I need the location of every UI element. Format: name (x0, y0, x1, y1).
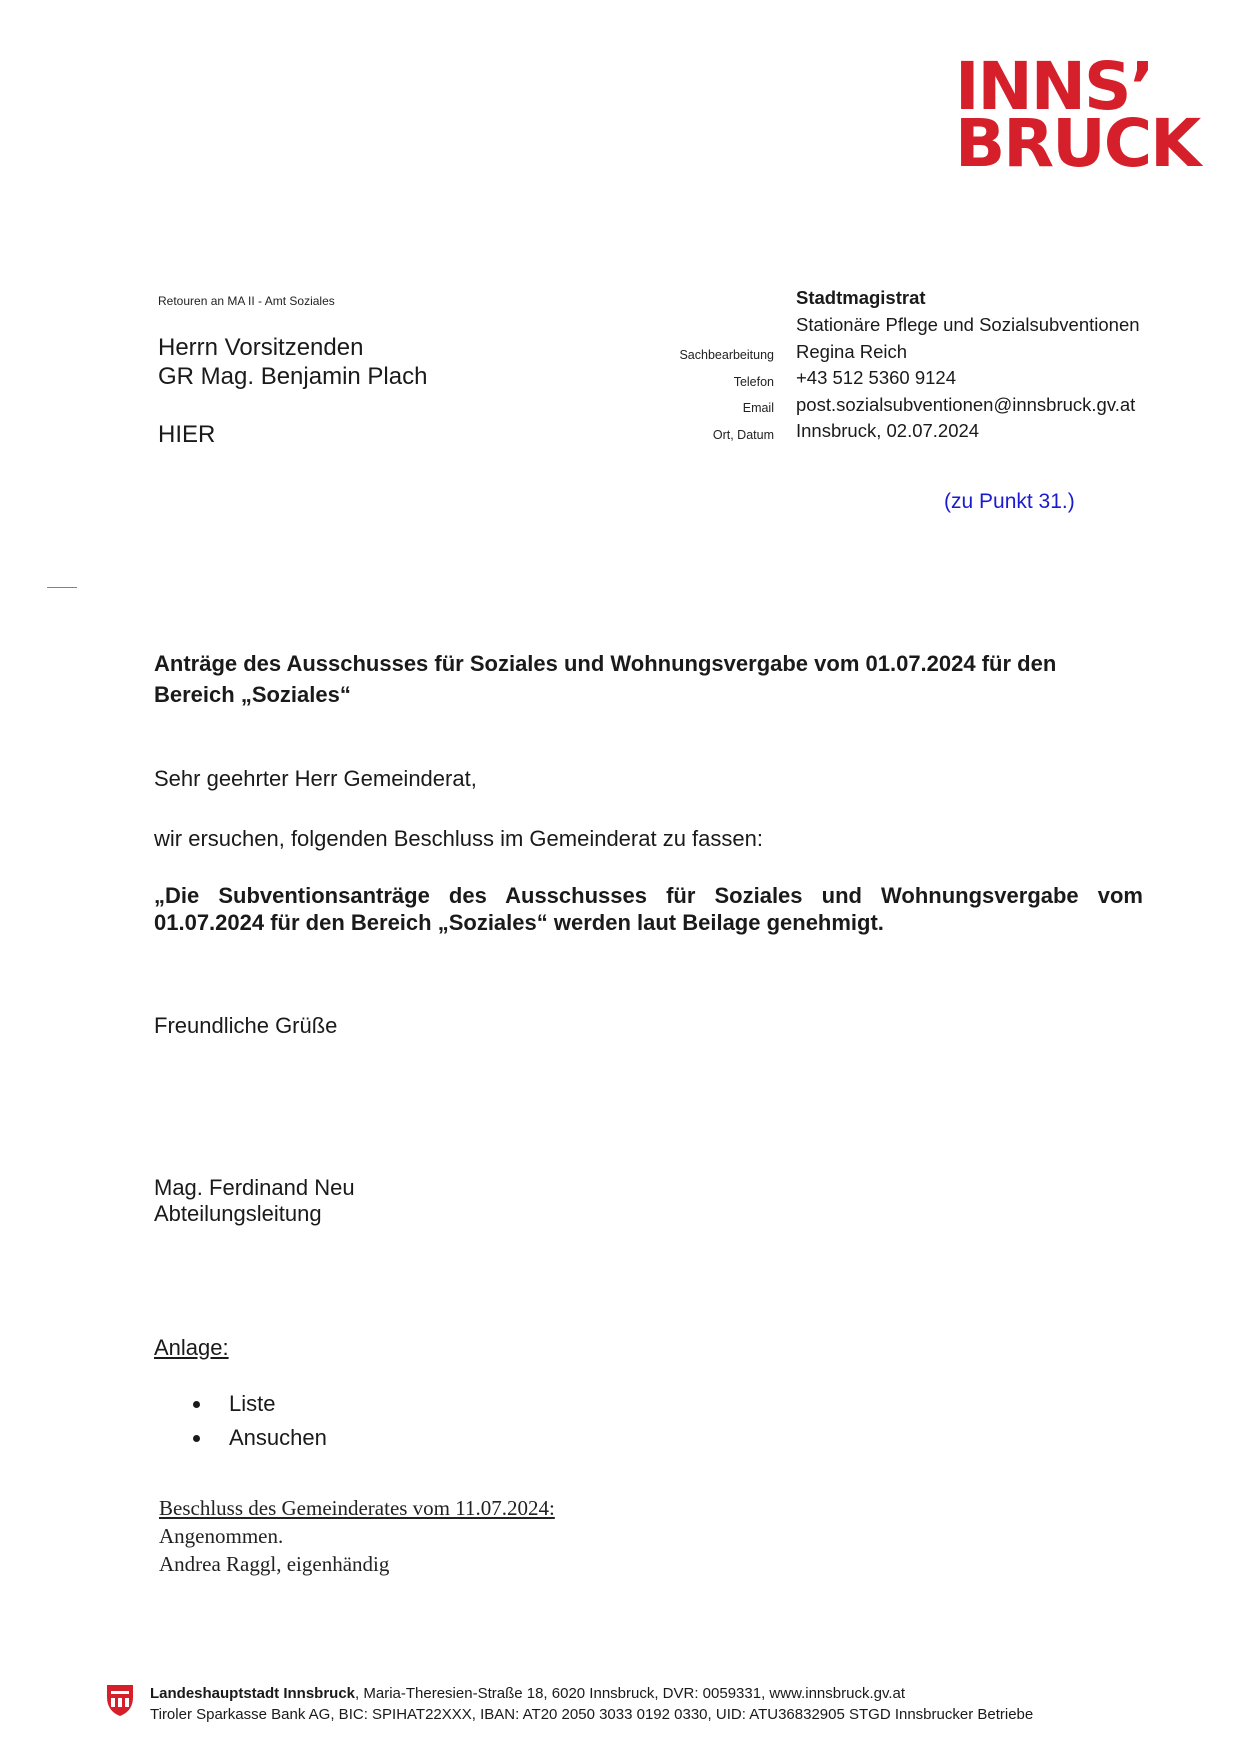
sender-org: Stadtmagistrat (796, 287, 926, 308)
attachments-heading: Anlage: (154, 1335, 229, 1360)
closing: Freundliche Grüße (154, 1013, 338, 1038)
label-ort-datum: Ort, Datum (712, 428, 774, 442)
label-sachbearbeitung: Sachbearbeitung (679, 348, 774, 362)
label-email: Email (742, 401, 774, 415)
request-text: wir ersuchen, folgenden Beschluss im Gemeinderat zu fassen: (154, 826, 763, 851)
attachment-label: Liste (229, 1391, 276, 1416)
attachments-list (190, 1387, 327, 1455)
logo-line-1: INNS’ (955, 48, 1153, 125)
bullet-icon (193, 1401, 200, 1408)
attachment-label: Ansuchen (229, 1425, 327, 1450)
value-telefon: +43 512 5360 9124 (796, 367, 956, 388)
label-telefon: Telefon (733, 375, 774, 389)
sender-department: Stationäre Pflege und Sozialsubventionen (796, 314, 1140, 335)
innsbruck-logo (955, 48, 1200, 182)
decision-stamp (159, 1494, 555, 1578)
subject (154, 648, 1144, 710)
recipient-line-1: Herrn Vorsitzenden (158, 334, 364, 361)
footer-address: , Maria-Theresien-Straße 18, 6020 Innsbruck, DVR: 0059331, www.innsbruck.gv.at (355, 1685, 906, 1702)
decision-signed: Andrea Raggl, eigenhändig (159, 1552, 390, 1576)
footer (150, 1683, 1033, 1725)
recipient-line-2: GR Mag. Benjamin Plach (158, 363, 428, 390)
agenda-point: (zu Punkt 31.) (944, 490, 1075, 513)
recipient-line-3: HIER (158, 421, 216, 448)
logo-line-2: BRUCK (955, 105, 1200, 182)
salutation: Sehr geehrter Herr Gemeinderat, (154, 766, 477, 791)
list-item (190, 1387, 327, 1421)
footer-line-1 (150, 1683, 1033, 1704)
subject-line-2: Bereich „Soziales“ (154, 682, 351, 707)
signatory-role: Abteilungsleitung (154, 1201, 322, 1226)
footer-line-2: Tiroler Sparkasse Bank AG, BIC: SPIHAT22XXX, IBAN: AT20 2050 3033 0192 0330, UID: ATU36832905 STGD Innsbrucker Betriebe (150, 1706, 1034, 1723)
list-item (190, 1421, 327, 1455)
decision-heading: Beschluss des Gemeinderates vom 11.07.2024: (159, 1496, 555, 1520)
return-address: Retouren an MA II - Amt Soziales (158, 294, 335, 308)
signature-block (154, 1175, 355, 1227)
footer-city-name: Landeshauptstadt Innsbruck (150, 1685, 356, 1702)
city-emblem-icon (105, 1683, 135, 1717)
resolution-text: „Die Subventionsanträge des Ausschusses für Soziales und Wohnungsvergabe vom 01.07.2024 für den Bereich „Soziales“ werden laut Beilage genehmigt. (154, 883, 1143, 935)
signatory-name: Mag. Ferdinand Neu (154, 1175, 355, 1200)
bullet-icon (193, 1435, 200, 1442)
value-sachbearbeitung: Regina Reich (796, 341, 908, 362)
value-ort-datum: Innsbruck, 02.07.2024 (796, 420, 980, 441)
value-email[interactable]: post.sozialsubventionen@innsbruck.gv.at (796, 394, 1136, 415)
subject-line-1: Anträge des Ausschusses für Soziales und Wohnungsvergabe vom 01.07.2024 für den (154, 651, 1057, 676)
decision-result: Angenommen. (159, 1524, 284, 1548)
margin-rule (47, 587, 77, 588)
